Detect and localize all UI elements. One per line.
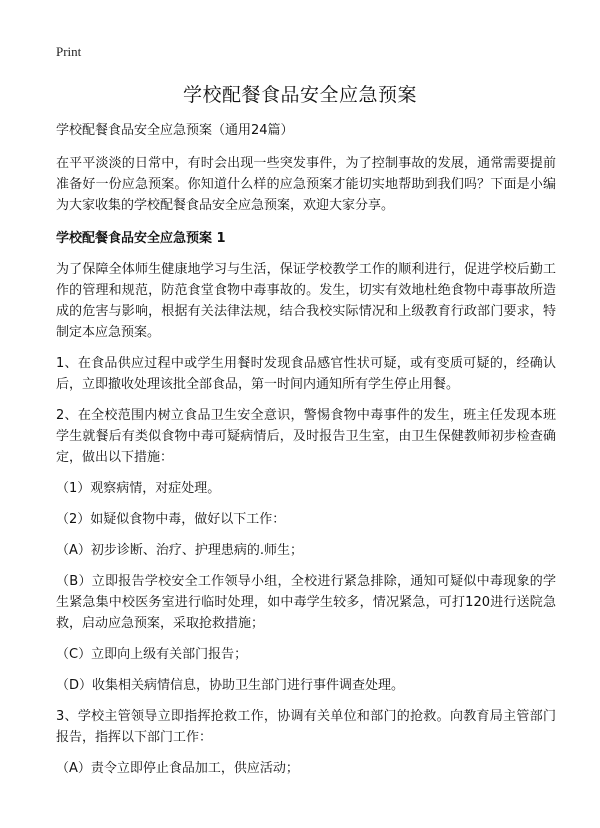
- paragraph: 3、学校主管领导立即指挥抢救工作，协调有关单位和部门的抢救。向教育局主管部门报告，指挥以下部门工作：: [56, 709, 556, 745]
- paragraph: 2、在全校范围内树立食品卫生安全意识，警惕食物中毒事件的发生，班主任发现本班学生就餐后有类似食物中毒可疑病情后，及时报告卫生室，由卫生保健教师初步检查确定，做出以下措施：: [56, 408, 556, 465]
- document-title: 学校配餐食品安全应急预案: [182, 84, 417, 106]
- paragraph: （2）如疑似食物中毒，做好以下工作：: [56, 512, 286, 527]
- paragraph: （C）立即向上级有关部门报告；: [56, 647, 248, 662]
- section-heading: 学校配餐食品安全应急预案 1: [56, 231, 226, 246]
- intro-paragraph: 在平平淡淡的日常中，有时会出现一些突发事件，为了控制事故的发展，通常需要提前准备好一份应急预案。你知道什么样的应急预案才能切实地帮助到我们吗？下面是小编为大家收集的学校配餐食品安全应急预案，欢迎大家分享。: [56, 156, 556, 213]
- paragraph: 为了保障全体师生健康地学习与生活，保证学校教学工作的顺利进行，促进学校后勤工作的管理和规范，防范食堂食物中毒事故的。发生，切实有效地杜绝食物中毒事故所造成的危害与影响，根据有关法律法规，结合我校实际情况和上级教育行政部门要求，特制定本应急预案。: [56, 262, 556, 340]
- print-label: Print: [56, 44, 82, 59]
- paragraph: （A）初步诊断、治疗、护理患病的.师生；: [56, 543, 304, 558]
- paragraph: （1）观察病情，对症处理。: [56, 481, 221, 496]
- paragraph: （D）收集相关病情信息，协助卫生部门进行事件调查处理。: [56, 678, 405, 693]
- document-subtitle: 学校配餐食品安全应急预案（通用24篇）: [56, 123, 294, 138]
- paragraph: （B）立即报告学校安全工作领导小组，全校进行紧急排除，通知可疑似中毒现象的学生紧急集中校医务室进行临时处理，如中毒学生较多，情况紧急，可打120进行送院急救，启动应急预案，采取抢救措施；: [56, 574, 556, 631]
- paragraph: （A）责令立即停止食品加工，供应活动；: [56, 761, 299, 776]
- paragraph: 1、在食品供应过程中或学生用餐时发现食品感官性状可疑，或有变质可疑的，经确认后，立即撤收处理该批全部食品，第一时间内通知所有学生停止用餐。: [56, 356, 556, 392]
- document-body: [56, 120, 556, 789]
